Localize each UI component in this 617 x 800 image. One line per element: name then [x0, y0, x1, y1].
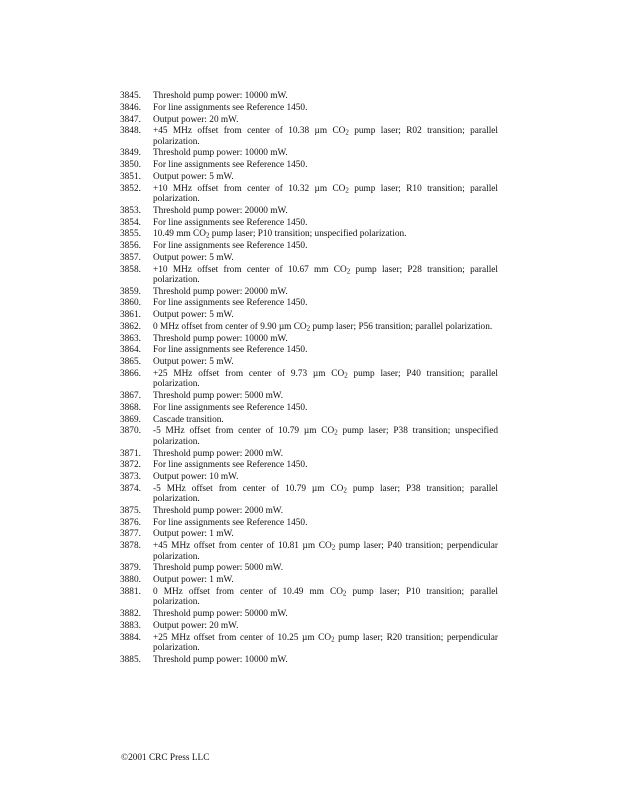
- note-item: [120, 369, 498, 390]
- note-item: [120, 218, 498, 228]
- note-number: 3877.: [120, 529, 141, 540]
- note-text: -5 MHz offset from center of 10.79 µm $CO_2$ pump laser; P38 transition; unspecified polarization.: [153, 426, 499, 447]
- note-number: 3845.: [120, 91, 141, 101]
- note-item: [120, 541, 498, 562]
- note-text: Output power: 5 mW.: [153, 357, 234, 368]
- note-item: [120, 621, 498, 631]
- note-item: [120, 148, 498, 158]
- note-item: [120, 322, 498, 332]
- note-number: 3884.: [120, 632, 141, 643]
- note-number: 3853.: [120, 205, 141, 216]
- note-number: 3863.: [120, 333, 141, 344]
- note-number: 3849.: [120, 148, 141, 159]
- note-item: [120, 160, 498, 170]
- note-number: 3854.: [120, 217, 141, 228]
- note-item: [120, 126, 498, 147]
- note-item: [120, 253, 498, 263]
- note-number: 3862.: [120, 321, 141, 332]
- note-item: [120, 587, 498, 608]
- note-number: 3852.: [120, 183, 141, 194]
- note-number: 3856.: [120, 241, 141, 252]
- note-item: [120, 609, 498, 619]
- note-item: [120, 506, 498, 516]
- note-item: [120, 655, 498, 665]
- note-text: Threshold pump power: 10000 mW.: [153, 91, 288, 101]
- note-number: 3883.: [120, 620, 141, 631]
- note-item: [120, 184, 498, 205]
- note-text: Threshold pump power: 20000 mW.: [153, 205, 288, 216]
- note-number: 3855.: [120, 229, 141, 240]
- note-number: 3848.: [120, 126, 141, 137]
- note-item: [120, 115, 498, 125]
- note-number: 3864.: [120, 345, 141, 356]
- note-text: Output power: 5 mW.: [153, 310, 234, 321]
- note-text: +10 MHz offset from center of 10.67 mm $CO_2$ pump laser; P28 transition; parallel polarization.: [153, 264, 498, 285]
- note-text: Threshold pump power: 10000 mW.: [153, 148, 288, 159]
- note-item: [120, 415, 498, 425]
- note-item: [120, 575, 498, 585]
- note-number: 3850.: [120, 160, 141, 171]
- note-text: Threshold pump power: 2000 mW.: [153, 448, 284, 459]
- note-number: 3857.: [120, 252, 141, 263]
- note-number: 3873.: [120, 472, 141, 483]
- note-text: 10.49 mm $CO_2$ pump laser; P10 transition; unspecified polarization.: [153, 229, 407, 240]
- note-number: 3861.: [120, 310, 141, 321]
- note-number: 3876.: [120, 517, 141, 528]
- note-item: [120, 172, 498, 182]
- note-text: For line assignments see Reference 1450.: [153, 241, 308, 252]
- note-text: For line assignments see Reference 1450.: [153, 402, 308, 413]
- note-item: [120, 229, 498, 239]
- note-text: +45 MHz offset from center of 10.81 µm $CO_2$ pump laser; P40 transition; perpendicular polarization.: [153, 541, 498, 562]
- note-item: [120, 529, 498, 539]
- note-number: 3879.: [120, 563, 141, 574]
- note-text: Output power: 5 mW.: [153, 171, 234, 182]
- note-text: 0 MHz offset from center of 10.49 mm $CO_2$ pump laser; P10 transition; parallel polarization.: [153, 586, 498, 608]
- note-text: For line assignments see Reference 1450.: [153, 298, 308, 309]
- note-text: For line assignments see Reference 1450.: [153, 460, 308, 471]
- note-text: Output power: 20 mW.: [153, 114, 239, 125]
- note-item: [120, 265, 498, 286]
- note-number: 3860.: [120, 298, 141, 309]
- note-text: 0 MHz offset from center of 9.90 µm $CO_2$ pump laser; P56 transition; parallel polarization.: [153, 321, 493, 333]
- note-text: Output power: 20 mW.: [153, 620, 239, 631]
- note-text: Output power: 5 mW.: [153, 252, 234, 263]
- note-item: [120, 391, 498, 401]
- note-number: 3847.: [120, 114, 141, 125]
- note-number: 3878.: [120, 541, 141, 552]
- note-number: 3882.: [120, 609, 141, 619]
- notes-list: [120, 91, 498, 666]
- note-item: [120, 310, 498, 320]
- note-item: [120, 287, 498, 297]
- note-item: [120, 449, 498, 459]
- note-text: Threshold pump power: 5000 mW.: [153, 563, 284, 574]
- note-item: [120, 357, 498, 367]
- note-text: Output power: 1 mW.: [153, 575, 234, 586]
- note-text: Threshold pump power: 5000 mW.: [153, 391, 284, 402]
- note-item: [120, 206, 498, 216]
- note-number: 3880.: [120, 575, 141, 586]
- note-item: [120, 484, 498, 505]
- note-number: 3872.: [120, 460, 141, 471]
- note-item: [120, 403, 498, 413]
- note-item: [120, 345, 498, 355]
- note-text: -5 MHz offset from center of 10.79 µm $CO_2$ pump laser; P38 transition; parallel polarization.: [153, 483, 498, 505]
- note-text: For line assignments see Reference 1450.: [153, 217, 308, 228]
- note-item: [120, 103, 498, 113]
- note-text: Output power: 10 mW.: [153, 472, 239, 483]
- note-number: 3868.: [120, 402, 141, 413]
- note-item: [120, 472, 498, 482]
- note-item: [120, 426, 498, 447]
- note-item: [120, 563, 498, 573]
- note-item: [120, 460, 498, 470]
- note-item: [120, 633, 498, 654]
- note-text: +10 MHz offset from center of 10.32 µm $CO_2$ pump laser; R10 transition; parallel polarization.: [153, 183, 498, 205]
- note-number: 3871.: [120, 448, 141, 459]
- note-text: For line assignments see Reference 1450.: [153, 517, 308, 528]
- note-number: 3885.: [120, 654, 141, 665]
- note-text: +45 MHz offset from center of 10.38 µm $CO_2$ pump laser; R02 transition; parallel polarization.: [153, 126, 498, 147]
- note-number: 3869.: [120, 414, 141, 425]
- note-number: 3858.: [120, 264, 141, 275]
- note-text: Threshold pump power: 2000 mW.: [153, 505, 284, 516]
- note-text: +25 MHz offset from center of 9.73 µm $CO_2$ pump laser; P40 transition; parallel polarization.: [153, 368, 498, 390]
- note-text: +25 MHz offset from center of 10.25 µm $CO_2$ pump laser; R20 transition; perpendicular polarization.: [153, 632, 498, 653]
- note-text: Threshold pump power: 10000 mW.: [153, 654, 288, 665]
- note-number: 3865.: [120, 357, 141, 368]
- note-text: Threshold pump power: 20000 mW.: [153, 286, 288, 297]
- note-item: [120, 241, 498, 251]
- note-text: Output power: 1 mW.: [153, 529, 234, 540]
- note-text: For line assignments see Reference 1450.: [153, 160, 308, 171]
- note-item: [120, 298, 498, 308]
- note-number: 3881.: [120, 586, 141, 597]
- note-text: Threshold pump power: 50000 mW.: [153, 609, 288, 619]
- note-text: Threshold pump power: 10000 mW.: [153, 333, 288, 344]
- copyright-footer: ©2001 CRC Press LLC: [121, 753, 210, 763]
- note-number: 3874.: [120, 483, 141, 494]
- note-number: 3851.: [120, 171, 141, 182]
- note-number: 3859.: [120, 286, 141, 297]
- note-number: 3866.: [120, 368, 141, 379]
- note-number: 3867.: [120, 391, 141, 402]
- note-item: [120, 91, 498, 101]
- note-item: [120, 518, 498, 528]
- note-text: Cascade transition.: [153, 414, 224, 425]
- note-number: 3870.: [120, 426, 141, 437]
- note-number: 3846.: [120, 102, 141, 113]
- note-text: For line assignments see Reference 1450.: [153, 102, 308, 113]
- note-number: 3875.: [120, 505, 141, 516]
- note-text: For line assignments see Reference 1450.: [153, 345, 308, 356]
- note-item: [120, 334, 498, 344]
